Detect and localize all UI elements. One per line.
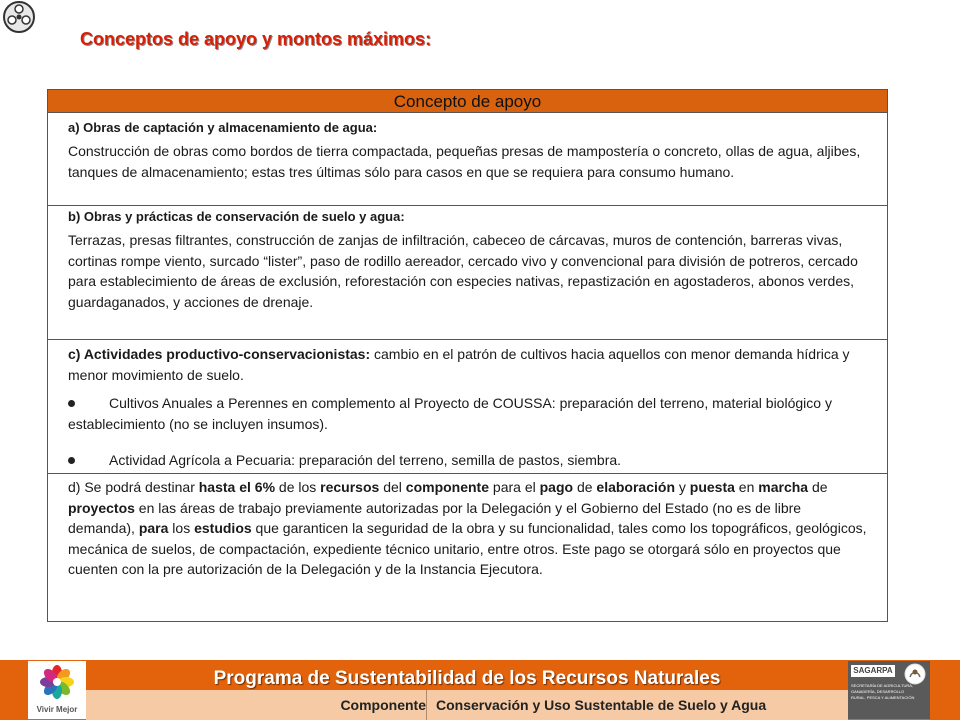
text-segment: de	[573, 479, 597, 495]
componente-label: Componente	[340, 697, 426, 713]
text-segment-bold: hasta el 6%	[198, 479, 276, 495]
section-a-body: Construcción de obras como bordos de tierra compactada, pequeñas presas de mampostería o concreto, ollas de agua, aljibes, tanques de almacenamiento; estas tres últimas sólo para casos en que se requiera para consumo humano.	[68, 143, 861, 180]
vivir-mejor-logo	[28, 661, 86, 719]
componente-value: Conservación y Uso Sustentable de Suelo y Agua	[436, 697, 767, 713]
sagarpa-name: SAGARPA	[851, 665, 895, 677]
text-segment-bold: recursos	[320, 479, 380, 495]
text-segment: los	[168, 520, 195, 536]
section-d	[48, 473, 887, 621]
table-header: Concepto de apoyo	[48, 90, 887, 113]
section-d-body	[68, 477, 867, 580]
section-c	[48, 339, 887, 473]
text-segment-bold: elaboración	[596, 479, 676, 495]
text-segment: de	[808, 479, 828, 495]
text-segment-bold: pago	[539, 479, 574, 495]
footer-component-bar	[86, 690, 848, 720]
text-segment: que garanticen la seguridad de la obra y su funcionalidad, tales como los topográficos, geológicos, mecánica de suelos, de compactación, expediente técnico unitario, entre otros. Este pago se otorgará sólo en proyectos que cuenten con la pre autorización de la Delegación y de la Instancia Ejecutora.	[68, 520, 867, 577]
vivir-mejor-logo-icon	[28, 661, 86, 705]
program-title: Programa de Sustentabilidad de los Recursos Naturales	[213, 668, 721, 689]
sagarpa-logo	[848, 661, 930, 719]
sagarpa-subtitle: SECRETARÍA DE AGRICULTURA, GANADERÍA, DESARROLLO RURAL, PESCA Y ALIMENTACIÓN	[851, 683, 915, 700]
corner-logo-icon	[2, 0, 36, 34]
text-segment: y	[675, 479, 690, 495]
text-segment-bold: puesta	[689, 479, 735, 495]
mexico-emblem-icon	[904, 663, 926, 685]
vivir-mejor-label: Vivir Mejor	[36, 705, 78, 714]
section-c-bullet-1: Cultivos Anuales a Perennes en complemento al Proyecto de COUSSA: preparación del terreno, material biológico y establecimiento (no se incluyen insumos).	[68, 395, 832, 432]
section-b-body: Terrazas, presas filtrantes, construcción de zanjas de infiltración, cabeceo de cárcavas, muros de contención, barreras vivas, cortinas rompe viento, surcado “lister”, paso de rodillo aereador, cercado vivo y convencional para división de potreros, cercado para establecimiento de áreas de exclusión, reforestación con especies nativas, repastización en agostaderos, abonos verdes, guardaganados, y acciones de drenaje.	[68, 232, 858, 310]
list-item	[68, 450, 867, 471]
section-c-heading: c) Actividades productivo-conservacionistas:	[68, 346, 371, 362]
concept-table	[47, 89, 888, 622]
text-segment-bold: marcha	[758, 479, 809, 495]
page-title: Conceptos de apoyo y montos máximos:	[80, 29, 432, 49]
bullet-icon	[68, 400, 75, 407]
text-segment: para el	[489, 479, 540, 495]
section-a	[48, 113, 887, 205]
section-c-intro-paragraph	[68, 344, 867, 385]
text-segment: del	[379, 479, 406, 495]
section-c-intro: cambio en el patrón de cultivos hacia aquellos con menor demanda hídrica y menor movimiento de suelo.	[68, 346, 850, 383]
list-item	[68, 393, 867, 434]
text-segment-bold: componente	[405, 479, 490, 495]
footer-divider	[426, 690, 427, 720]
text-segment: en las áreas de trabajo previamente autorizadas por la Delegación y el Gobierno del Estado (no es de libre demanda),	[68, 499, 802, 536]
section-b	[48, 205, 887, 339]
section-a-heading: a) Obras de captación y almacenamiento de agua:	[68, 120, 378, 135]
text-segment-bold: para	[138, 520, 169, 536]
footer-banner	[0, 660, 960, 720]
section-c-bullet-2: Actividad Agrícola a Pecuaria: preparación del terreno, semilla de pastos, siembra.	[109, 452, 622, 468]
text-segment: de los	[275, 479, 321, 495]
text-segment: en	[734, 479, 759, 495]
section-b-heading: b) Obras y prácticas de conservación de suelo y agua:	[68, 209, 405, 224]
text-segment: d) Se podrá destinar	[68, 479, 199, 495]
bullet-icon	[68, 457, 75, 464]
text-segment-bold: estudios	[194, 520, 252, 536]
text-segment-bold: proyectos	[68, 499, 135, 516]
